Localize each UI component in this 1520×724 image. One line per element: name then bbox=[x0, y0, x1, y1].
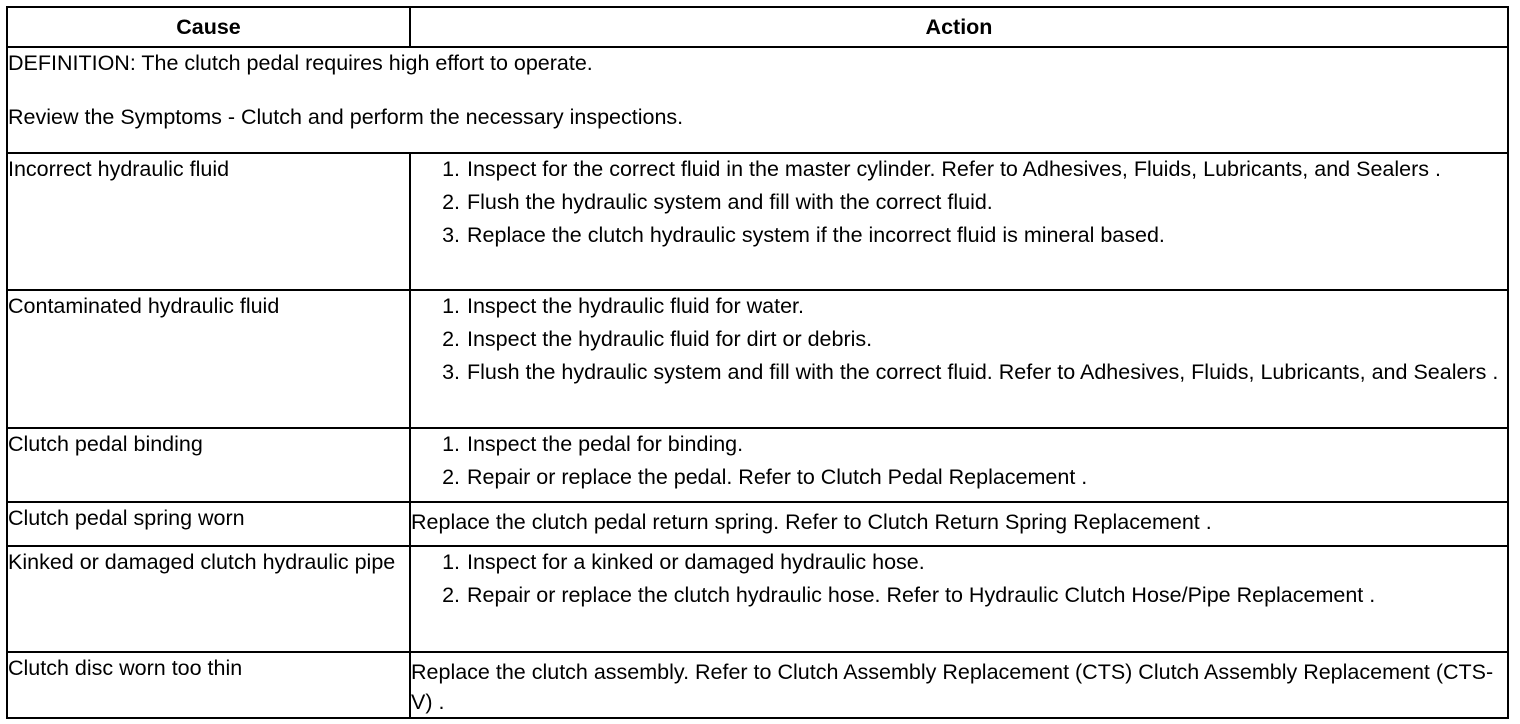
step-text: Inspect the hydraulic fluid for dirt or debris. bbox=[467, 327, 873, 351]
table-row bbox=[7, 546, 1508, 652]
step-text: Flush the hydraulic system and fill with the correct fluid. bbox=[467, 190, 993, 214]
step-number: 2. bbox=[442, 465, 460, 489]
action-steps bbox=[411, 547, 1507, 610]
step-number: 2. bbox=[442, 583, 460, 607]
action-step bbox=[411, 357, 1507, 387]
step-text: Inspect for the correct fluid in the master cylinder. Refer to Adhesives, Fluids, Lubricants, and Sealers . bbox=[467, 157, 1441, 181]
table-row bbox=[7, 502, 1508, 546]
action-header: Action bbox=[410, 7, 1508, 47]
action-steps bbox=[411, 429, 1507, 492]
definition-cell bbox=[7, 47, 1508, 153]
step-text: Inspect the pedal for binding. bbox=[467, 432, 744, 456]
action-step bbox=[411, 429, 1507, 459]
action-cell bbox=[410, 153, 1508, 290]
step-number: 2. bbox=[442, 190, 460, 214]
action-step bbox=[411, 324, 1507, 354]
review-text: Review the Symptoms - Clutch and perform the necessary inspections. bbox=[8, 105, 684, 129]
step-text: Repair or replace the pedal. Refer to Clutch Pedal Replacement . bbox=[467, 465, 1088, 489]
step-text: Inspect for a kinked or damaged hydraulic hose. bbox=[467, 550, 925, 574]
cause-cell: Kinked or damaged clutch hydraulic pipe bbox=[7, 546, 410, 652]
step-number: 1. bbox=[442, 550, 460, 574]
diagnostic-table bbox=[6, 6, 1509, 719]
step-text: Inspect the hydraulic fluid for water. bbox=[467, 294, 805, 318]
action-steps bbox=[411, 154, 1507, 250]
action-step bbox=[411, 154, 1507, 184]
action-cell bbox=[410, 290, 1508, 428]
cause-cell: Contaminated hydraulic fluid bbox=[7, 290, 410, 428]
table-row bbox=[7, 652, 1508, 718]
action-cell bbox=[410, 546, 1508, 652]
step-number: 1. bbox=[442, 294, 460, 318]
definition-row bbox=[7, 47, 1508, 153]
cause-cell: Clutch disc worn too thin bbox=[7, 652, 410, 718]
action-cell bbox=[410, 428, 1508, 502]
cause-header: Cause bbox=[7, 7, 410, 47]
table-row bbox=[7, 290, 1508, 428]
action-step bbox=[411, 547, 1507, 577]
table-row bbox=[7, 428, 1508, 502]
step-number: 1. bbox=[442, 157, 460, 181]
table-row bbox=[7, 153, 1508, 290]
step-text: Repair or replace the clutch hydraulic hose. Refer to Hydraulic Clutch Hose/Pipe Replacement . bbox=[467, 583, 1376, 607]
cause-cell: Incorrect hydraulic fluid bbox=[7, 153, 410, 290]
step-text: Replace the clutch hydraulic system if the incorrect fluid is mineral based. bbox=[467, 223, 1165, 247]
cause-cell: Clutch pedal binding bbox=[7, 428, 410, 502]
step-number: 3. bbox=[442, 360, 460, 384]
action-step bbox=[411, 580, 1507, 610]
definition-text: DEFINITION: The clutch pedal requires high effort to operate. bbox=[8, 51, 593, 75]
action-steps bbox=[411, 291, 1507, 387]
step-number: 2. bbox=[442, 327, 460, 351]
cause-cell: Clutch pedal spring worn bbox=[7, 502, 410, 546]
action-step bbox=[411, 291, 1507, 321]
action-step bbox=[411, 187, 1507, 217]
step-number: 1. bbox=[442, 432, 460, 456]
step-number: 3. bbox=[442, 223, 460, 247]
action-step bbox=[411, 220, 1507, 250]
action-step bbox=[411, 462, 1507, 492]
step-text: Flush the hydraulic system and fill with the correct fluid. Refer to Adhesives, Fluids, Lubricants, and Sealers . bbox=[467, 360, 1499, 384]
header-row bbox=[7, 7, 1508, 47]
action-cell: Replace the clutch assembly. Refer to Clutch Assembly Replacement (CTS) Clutch Assembly Replacement (CTS-V) . bbox=[410, 652, 1508, 718]
action-cell: Replace the clutch pedal return spring. Refer to Clutch Return Spring Replacement . bbox=[410, 502, 1508, 546]
